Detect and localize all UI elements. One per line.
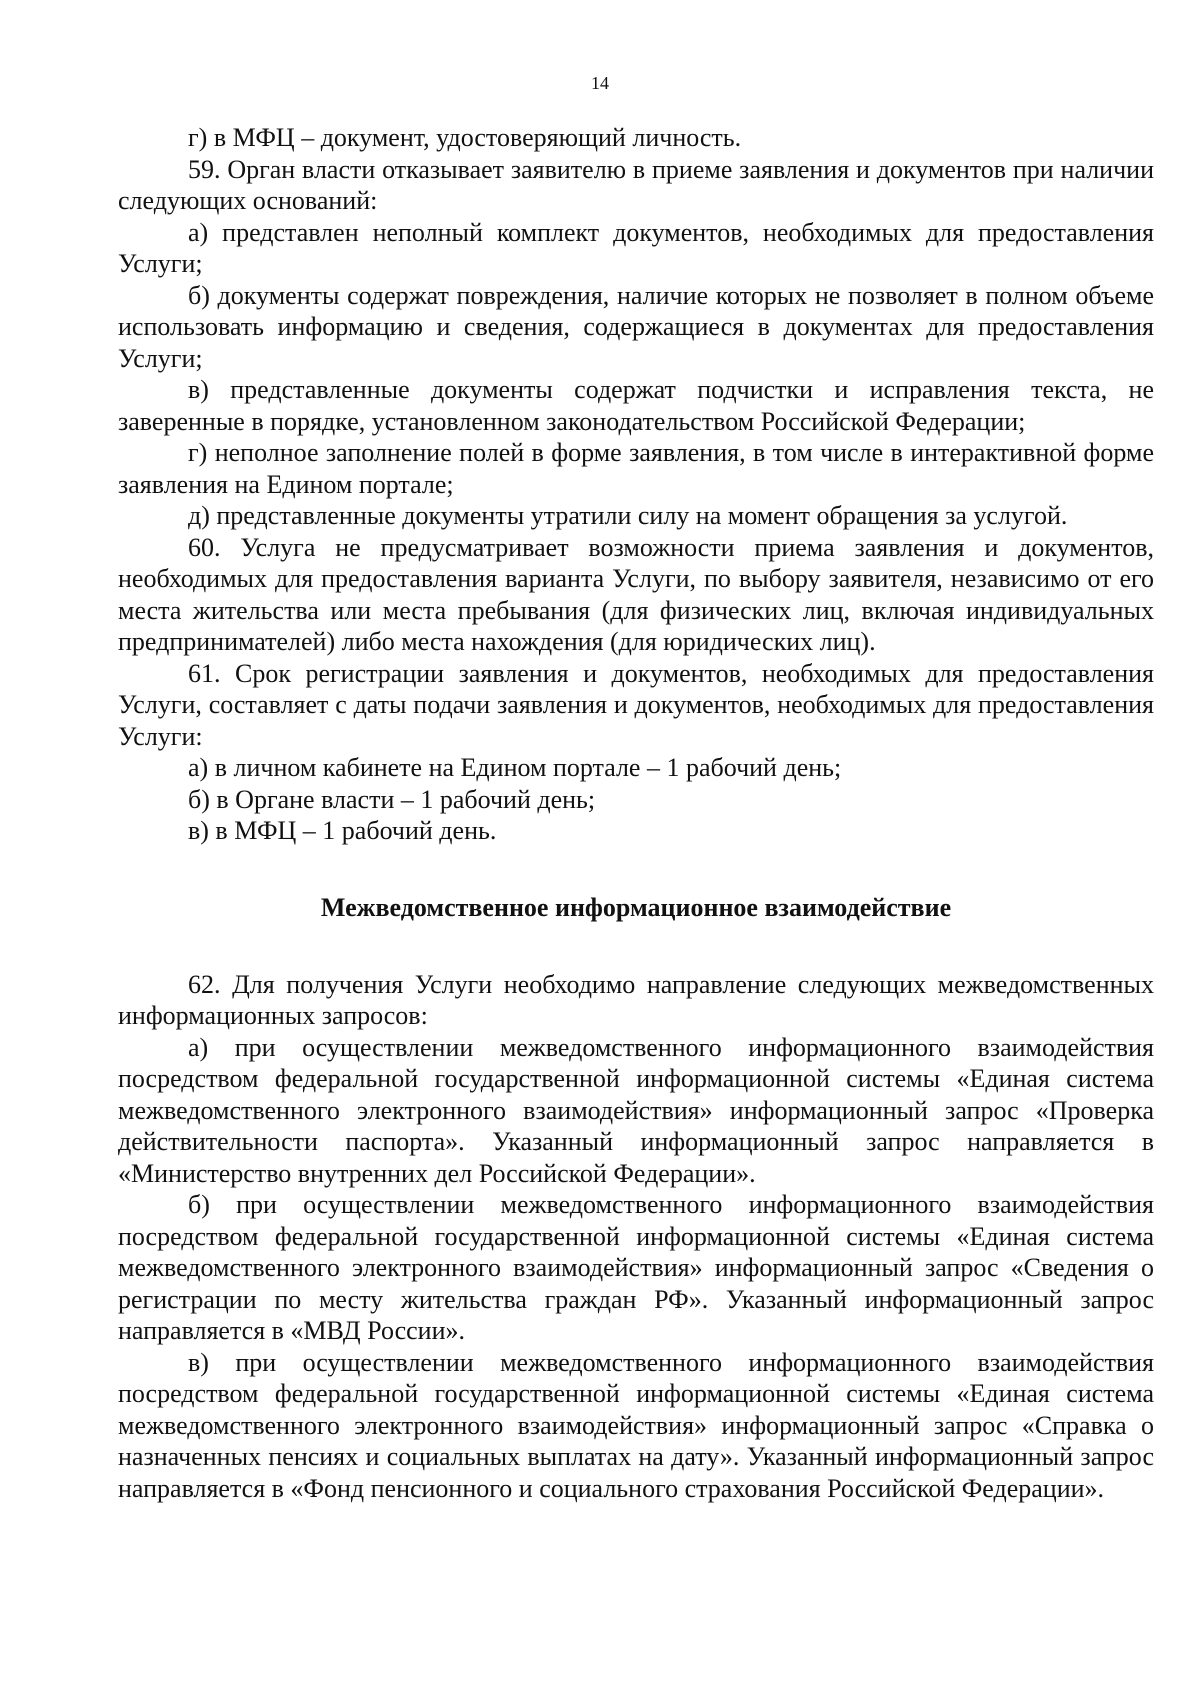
paragraph-62a: а) при осуществлении межведомственного информационного взаимодействия посредством федеральной государственной информационной системы «Единая система межведомственного электронного взаимодействия» информационный запрос «Проверка действительности паспорта». Указанный информационный запрос направляется в «Министерство внутренних дел Российской Федерации».	[118, 1032, 1154, 1188]
paragraph-59v: в) представленные документы содержат подчистки и исправления текста, не заверенные в порядке, установленном законодательством Российской Федерации;	[118, 375, 1154, 436]
paragraph-58g: г) в МФЦ – документ, удостоверяющий личность.	[188, 123, 742, 152]
section-heading-block	[118, 847, 1154, 969]
paragraph-62: 62. Для получения Услуги необходимо направление следующих межведомственных информационных запросов:	[118, 969, 1154, 1030]
paragraph-59d: д) представленные документы утратили силу на момент обращения за услугой.	[188, 501, 1068, 530]
paragraph-60: 60. Услуга не предусматривает возможности приема заявления и документов, необходимых для предоставления варианта Услуги, по выбору заявителя, независимо от его места жительства или места пребывания (для физических лиц, включая индивидуальных предпринимателей) либо места нахождения (для юридических лиц).	[118, 532, 1154, 656]
page-number: 14	[591, 73, 609, 93]
section-heading: Межведомственное информационное взаимодействие	[320, 892, 952, 922]
document-body	[118, 122, 1154, 1504]
paragraph-59g: г) неполное заполнение полей в форме заявления, в том числе в интерактивной форме заявления на Едином портале;	[118, 438, 1154, 499]
paragraph-59b: б) документы содержат повреждения, наличие которых не позволяет в полном объеме использовать информацию и сведения, содержащиеся в документах для предоставления Услуги;	[118, 280, 1154, 373]
paragraph-61b: б) в Органе власти – 1 рабочий день;	[188, 784, 596, 814]
paragraph-62v: в) при осуществлении межведомственного информационного взаимодействия посредством федеральной государственной информационной системы «Единая система межведомственного электронного взаимодействия» информационный запрос «Справка о назначенных пенсиях и социальных выплатах на дату». Указанный информационный запрос направляется в «Фонд пенсионного и социального страхования Российской Федерации».	[118, 1347, 1154, 1503]
paragraph-61v: в) в МФЦ – 1 рабочий день.	[188, 816, 497, 845]
paragraph-61a: а) в личном кабинете на Едином портале – 1 рабочий день;	[188, 753, 842, 782]
paragraph-61: 61. Срок регистрации заявления и документов, необходимых для предоставления Услуги, составляет с даты подачи заявления и документов, необходимых для предоставления Услуги:	[118, 658, 1154, 751]
paragraph-62b: б) при осуществлении межведомственного информационного взаимодействия посредством федеральной государственной информационной системы «Единая система межведомственного электронного взаимодействия» информационный запрос «Сведения о регистрации по месту жительства граждан РФ». Указанный информационный запрос направляется в «МВД России».	[118, 1190, 1154, 1345]
paragraph-59a: а) представлен неполный комплект документов, необходимых для предоставления Услуги;	[118, 217, 1154, 278]
paragraph-59: 59. Орган власти отказывает заявителю в приеме заявления и документов при наличии следующих оснований:	[118, 154, 1154, 215]
